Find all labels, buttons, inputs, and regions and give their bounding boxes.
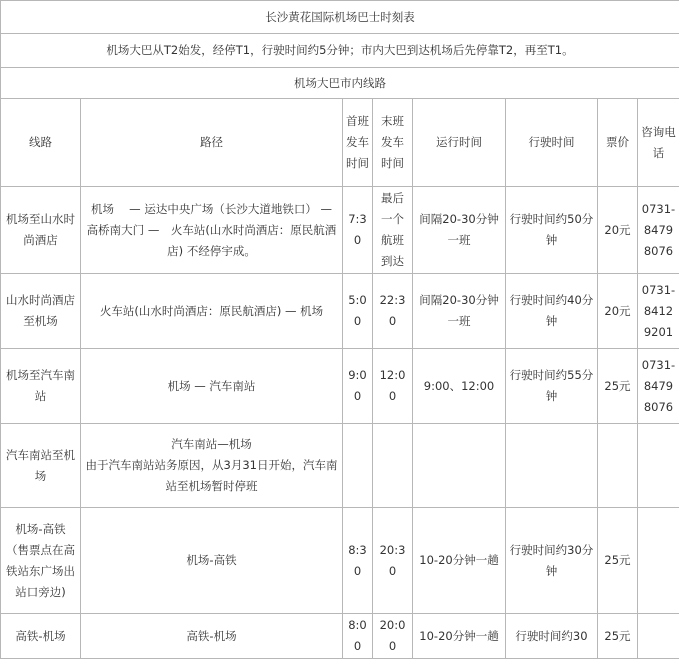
- table-row: [1, 274, 679, 349]
- header-last-departure: 末班发车时间: [373, 99, 413, 187]
- phone-cell: [638, 424, 679, 508]
- table-row: [1, 508, 679, 614]
- path-cell: 机场-高铁: [81, 508, 343, 614]
- path-cell: [81, 424, 343, 508]
- schedule-cell: [413, 424, 506, 508]
- duration-cell: 行驶时间约40分钟: [506, 274, 598, 349]
- phone-cell: 0731-84798076: [638, 187, 679, 274]
- duration-cell: 行驶时间约50分钟: [506, 187, 598, 274]
- section-row: [1, 68, 679, 99]
- first-departure-cell: [343, 424, 373, 508]
- schedule-cell: 10-20分钟一趟: [413, 508, 506, 614]
- table-row: [1, 187, 679, 274]
- fare-cell: 25元: [598, 508, 638, 614]
- timetable-title: 长沙黄花国际机场巴士时刻表: [1, 1, 679, 34]
- duration-cell: 行驶时间约55分钟: [506, 349, 598, 424]
- header-phone: 咨询电话: [638, 99, 679, 187]
- schedule-cell: 间隔20-30分钟一班: [413, 274, 506, 349]
- suspended-route-title: 汽车南站—机场: [84, 434, 339, 455]
- route-cell: 机场至山水时尚酒店: [1, 187, 81, 274]
- first-departure-cell: 7:30: [343, 187, 373, 274]
- header-schedule: 运行时间: [413, 99, 506, 187]
- notice-row: [1, 34, 679, 68]
- path-cell: 火车站(山水时尚酒店：原民航酒店) — 机场: [81, 274, 343, 349]
- first-departure-cell: 8:00: [343, 614, 373, 659]
- header-first-departure: 首班发车时间: [343, 99, 373, 187]
- fare-cell: 20元: [598, 187, 638, 274]
- last-departure-cell: 12:00: [373, 349, 413, 424]
- fare-cell: 25元: [598, 614, 638, 659]
- path-cell: 高铁-机场: [81, 614, 343, 659]
- first-departure-cell: 8:30: [343, 508, 373, 614]
- last-departure-cell: 20:00: [373, 614, 413, 659]
- route-cell: 机场-高铁（售票点在高铁站东广场出站口旁边): [1, 508, 81, 614]
- fare-cell: [598, 424, 638, 508]
- header-fare: 票价: [598, 99, 638, 187]
- duration-cell: [506, 424, 598, 508]
- transfer-notice: 机场大巴从T2始发，经停T1，行驶时间约5分钟；市内大巴到达机场后先停靠T2，再至T1。: [1, 34, 679, 68]
- last-departure-cell: 22:30: [373, 274, 413, 349]
- route-cell: 机场至汽车南站: [1, 349, 81, 424]
- section-title: 机场大巴市内线路: [1, 68, 679, 99]
- duration-cell: 行驶时间约30: [506, 614, 598, 659]
- schedule-cell: 间隔20-30分钟一班: [413, 187, 506, 274]
- last-departure-cell: 20:30: [373, 508, 413, 614]
- fare-cell: 20元: [598, 274, 638, 349]
- header-path: 路径: [81, 99, 343, 187]
- route-cell: 山水时尚酒店至机场: [1, 274, 81, 349]
- phone-cell: 0731-84129201: [638, 274, 679, 349]
- schedule-cell: 10-20分钟一趟: [413, 614, 506, 659]
- header-row: [1, 99, 679, 187]
- first-departure-cell: 9:00: [343, 349, 373, 424]
- path-cell: 机场 — 汽车南站: [81, 349, 343, 424]
- last-departure-cell: 最后一个航班到达: [373, 187, 413, 274]
- route-cell: 汽车南站至机场: [1, 424, 81, 508]
- schedule-cell: 9:00、12:00: [413, 349, 506, 424]
- suspension-note: 由于汽车南站站务原因，从3月31日开始，汽车南站至机场暂时停班: [84, 455, 339, 497]
- title-row: [1, 1, 679, 34]
- first-departure-cell: 5:00: [343, 274, 373, 349]
- table-row: [1, 349, 679, 424]
- path-cell: 机场 — 运达中央广场（长沙大道地铁口） — 高桥南大门 — 火车站(山水时尚酒店：原民航酒店) 不经停宇成。: [81, 187, 343, 274]
- last-departure-cell: [373, 424, 413, 508]
- phone-cell: [638, 614, 679, 659]
- route-cell: 高铁-机场: [1, 614, 81, 659]
- phone-cell: 0731-84798076: [638, 349, 679, 424]
- table-row: [1, 614, 679, 659]
- table-row: [1, 424, 679, 508]
- header-route: 线路: [1, 99, 81, 187]
- duration-cell: 行驶时间约30分钟: [506, 508, 598, 614]
- phone-cell: [638, 508, 679, 614]
- fare-cell: 25元: [598, 349, 638, 424]
- header-duration: 行驶时间: [506, 99, 598, 187]
